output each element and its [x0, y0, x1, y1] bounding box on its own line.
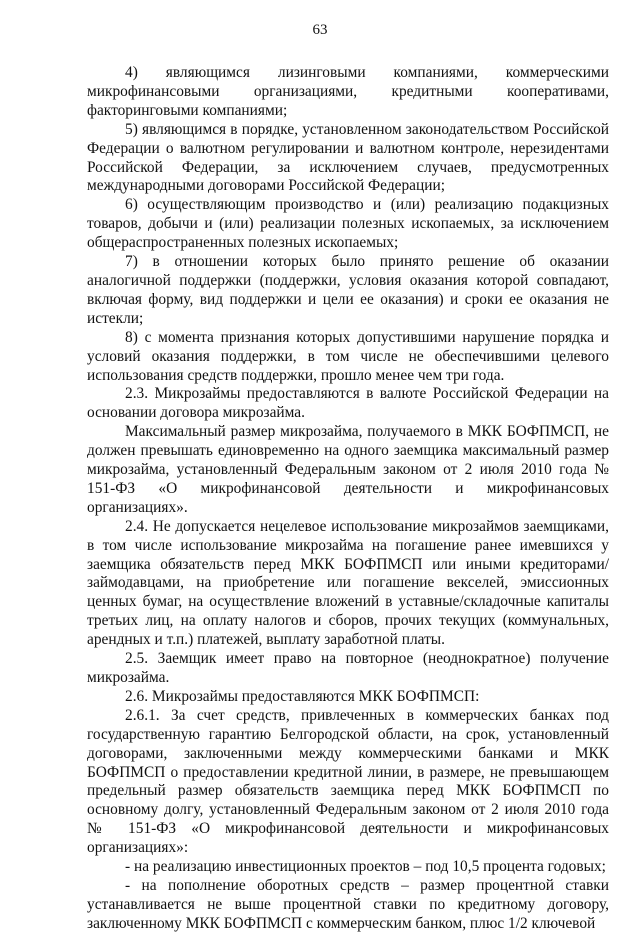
- paragraph-max-size: Максимальный размер микрозайма, получаемого в МКК БОФПМСП, не должен превышать единовременно на одного заемщика максимальный размер микрозайма, установленный Федеральным законом от 2 июля 2010 года № 151-ФЗ «О микрофинансовой деятельности и микрофинансовых организациях».: [87, 423, 609, 516]
- paragraph-item-6: 6) осуществляющим производство и (или) реализацию подакцизных товаров, добычи и (или) реализации полезных ископаемых, за исключением общераспространенных полезных ископаемых;: [87, 196, 609, 252]
- paragraph-2-6-1: 2.6.1. За счет средств, привлеченных в коммерческих банках под государственную гарантию Белгородской области, на срок, установленный договорами, заключенными между коммерческими банками и МКК БОФПМСП о предоставлении кредитной линии, в размере, не превышающем предельный размер обязательств заемщика перед МКК БОФПМСП по основному долгу, установленный Федеральным законом от 2 июля 2010 года № 151-ФЗ «О микрофинансовой деятельности и микрофинансовых организациях»:: [87, 706, 609, 857]
- page-number: 63: [312, 22, 328, 38]
- paragraph-2-5: 2.5. Заемщик имеет право на повторное (неоднократное) получение микрозайма.: [87, 650, 609, 686]
- paragraph-item-5: 5) являющимся в порядке, установленном законодательством Российской Федерации о валютном регулировании и валютном контроле, нерезидентами Российской Федерации, за исключением случаев, предусмотренных международными договорами Российской Федерации;: [87, 120, 609, 195]
- paragraph-2-3: 2.3. Микрозаймы предоставляются в валюте Российской Федерации на основании договора микрозайма.: [87, 385, 609, 422]
- paragraph-investment-rate: - на реализацию инвестиционных проектов – под 10,5 процента годовых;: [125, 858, 606, 876]
- paragraph-item-8: 8) с момента признания которых допустившими нарушение порядка и условий оказания поддержки, в том числе не обеспечившими целевого использования средств поддержки, прошло менее чем три года.: [87, 328, 609, 384]
- document-body: [87, 64, 609, 934]
- paragraph-item-7: 7) в отношении которых было принято решение об оказании аналогичной поддержки (поддержки, условия оказания которой совпадают, включая форму, вид поддержки и цели ее оказания) и сроки ее оказания не истекли;: [87, 253, 609, 327]
- paragraph-2-6: 2.6. Микрозаймы предоставляются МКК БОФПМСП:: [125, 687, 480, 705]
- paragraph-item-4: 4) являющимся лизинговыми компаниями, коммерческими микрофинансовыми организациями, кредитными кооперативами, факторинговыми компаниями;: [87, 64, 609, 119]
- paragraph-2-4: 2.4. Не допускается нецелевое использование микрозаймов заемщиками, в том числе использование микрозайма на погашение ранее имевшихся у заемщика обязательств перед МКК БОФПМСП или иными кредиторами/займодавцами, на приобретение или погашение векселей, эмиссионных ценных бумаг, на осуществление вложений в уставные/складочные капиталы третьих лиц, на оплату налогов и сборов, прочих текущих (коммунальных, арендных и т.п.) платежей, выплату заработной платы.: [87, 517, 609, 649]
- paragraph-working-capital-rate: - на пополнение оборотных средств – размер процентной ставки устанавливается не выше процентной ставки по кредитному договору, заключенному МКК БОФПМСП с коммерческим банком, плюс 1/2 ключевой: [87, 876, 609, 932]
